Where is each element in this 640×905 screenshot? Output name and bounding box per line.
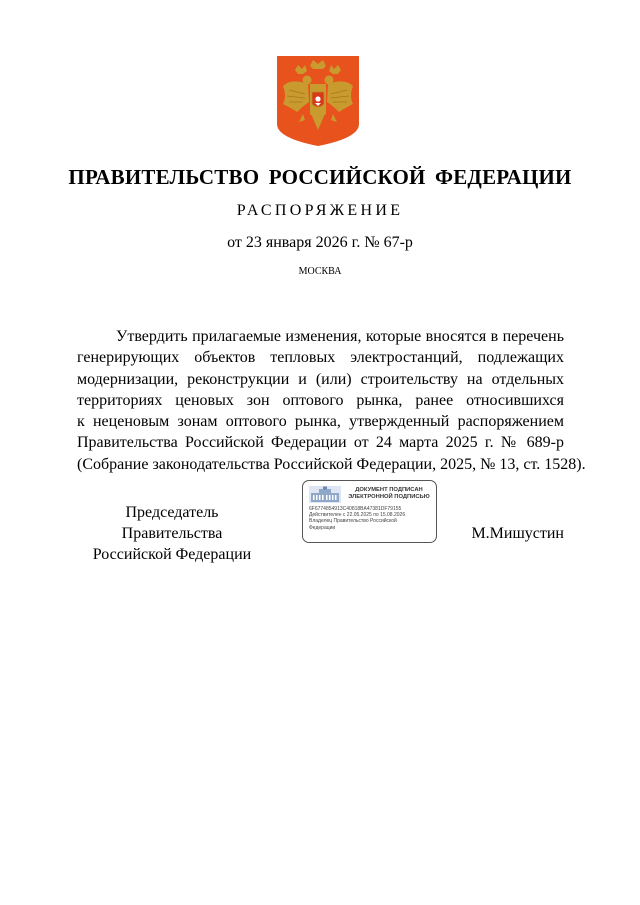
signer-position-line: Российской Федерации [92, 546, 252, 563]
body-line: модернизации, реконструкции и (или) строительству на отдельных [77, 370, 564, 388]
body-line: Утвердить прилагаемые изменения, которые вносятся в перечень [116, 328, 564, 345]
document-city: МОСКВА [298, 266, 342, 277]
stamp-validity: Действителен с 22.05.2025 по 15.08.2026 [309, 512, 406, 519]
stamp-info [309, 506, 435, 531]
signer-position-line: Председатель Правительства [121, 504, 223, 542]
electronic-signature-stamp [302, 480, 437, 543]
body-line: Правительства Российской Федерации от 24 марта 2025 г. № 689-р [77, 434, 564, 452]
body-line: к неценовым зонам оптового рынка, утвержденный распоряжением [77, 413, 564, 431]
document-date-number: от 23 января 2026 г. № 67-р [227, 234, 413, 251]
stamp-owner: Федерации [309, 524, 336, 531]
stamp-owner: Владелец Правительство Российской [309, 518, 397, 525]
stamp-title [345, 487, 433, 501]
body-line: генерирующих объектов тепловых электростанций, подлежащих [77, 349, 564, 367]
document-body [77, 326, 586, 475]
government-building-icon [309, 486, 341, 508]
government-title: ПРАВИТЕЛЬСТВО РОССИЙСКОЙ ФЕДЕРАЦИИ [68, 165, 572, 189]
body-line: (Собрание законодательства Российской Федерации, 2025, № 13, ст. 1528). [77, 455, 586, 473]
stamp-certificate: 6F6774854913C40818BA47381DF79155 [309, 506, 402, 512]
signer-name: М.Мишустин [471, 525, 564, 542]
signer-position [77, 502, 267, 565]
document-type: РАСПОРЯЖЕНИЕ [236, 202, 404, 219]
stamp-title-line: ЭЛЕКТРОННОЙ ПОДПИСЬЮ [348, 494, 430, 500]
stamp-title-line: ДОКУМЕНТ ПОДПИСАН [355, 487, 423, 493]
body-line: территориях ценовых зон оптового рынка, ранее относившихся [77, 391, 564, 409]
russian-coat-of-arms-icon [277, 56, 359, 146]
